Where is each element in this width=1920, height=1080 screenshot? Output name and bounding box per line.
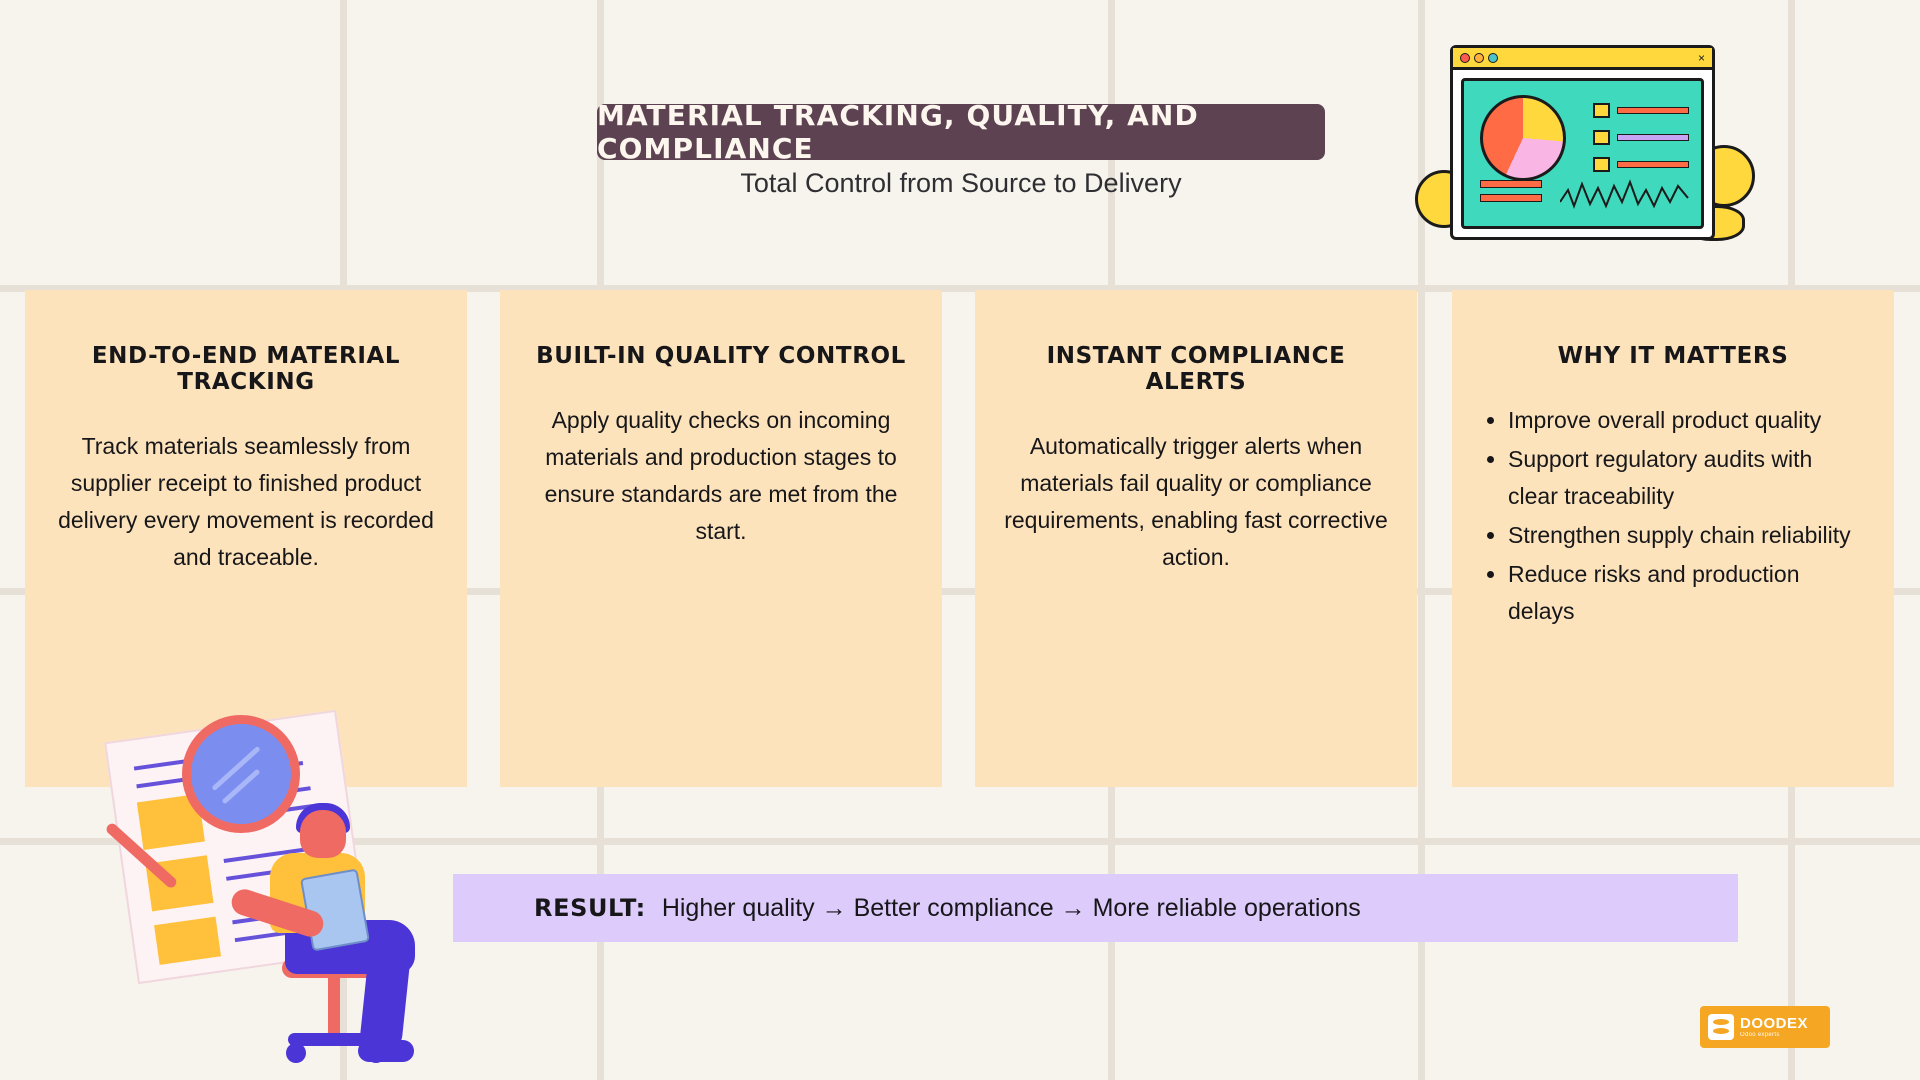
hero-illustration — [1415, 40, 1755, 250]
card-body: Apply quality checks on incoming materials and production stages to ensure standards are met from the start. — [544, 407, 898, 544]
card-built-in-quality-control — [500, 290, 942, 787]
page-title: MATERIAL TRACKING, QUALITY, AND COMPLIANCE — [597, 99, 1199, 165]
sparkline-icon — [1560, 176, 1690, 212]
card-title: WHY IT MATTERS — [1557, 343, 1789, 369]
window-close-dot — [1460, 53, 1470, 63]
result-label: RESULT: — [534, 894, 646, 922]
chair-wheel — [286, 1043, 306, 1063]
page-subtitle: Total Control from Source to Delivery — [740, 168, 1182, 198]
magnifier-icon — [182, 715, 300, 833]
window-screen — [1461, 78, 1704, 229]
brand-logo — [1700, 1006, 1830, 1048]
window-titlebar — [1453, 48, 1712, 70]
person-head — [300, 810, 346, 858]
page-title-banner — [597, 99, 1325, 165]
list-item: • Strengthen supply chain reliability — [1508, 517, 1868, 554]
card-title: INSTANT COMPLIANCE ALERTS — [1046, 343, 1346, 395]
legend-list-icon — [1593, 103, 1689, 184]
card-end-to-end-material-tracking — [25, 290, 467, 787]
close-icon: × — [1697, 50, 1705, 65]
list-item: • Support regulatory audits with clear traceability — [1508, 441, 1868, 515]
chair-post — [328, 970, 340, 1040]
card-instant-compliance-alerts — [975, 290, 1417, 787]
window-minimize-dot — [1474, 53, 1484, 63]
card-body: Automatically trigger alerts when materials fail quality or compliance requirements, enabling fast corrective action. — [1004, 433, 1388, 570]
window-maximize-dot — [1488, 53, 1498, 63]
list-item: • Reduce risks and production delays — [1508, 556, 1868, 630]
card-title: BUILT-IN QUALITY CONTROL — [536, 343, 906, 369]
mini-bars-icon — [1480, 180, 1542, 208]
logo-tagline: Odoo experts — [1740, 1031, 1780, 1038]
result-banner — [453, 874, 1738, 942]
pie-chart-icon — [1480, 95, 1566, 181]
list-item: • Improve overall product quality — [1508, 402, 1868, 439]
inspection-illustration — [110, 715, 470, 1080]
result-text: Higher quality → Better compliance → More reliable operations — [661, 893, 1361, 922]
database-icon — [1708, 1014, 1734, 1040]
card-title: END-TO-END MATERIAL TRACKING — [91, 343, 401, 395]
card-why-it-matters — [1452, 290, 1894, 787]
person-shoe — [358, 1040, 414, 1062]
card-body: Track materials seamlessly from supplier receipt to finished product delivery every movement is recorded and traceable. — [58, 433, 434, 570]
benefits-list — [1478, 402, 1868, 630]
logo-name: DOODEX — [1740, 1014, 1809, 1032]
dashboard-window-illustration — [1450, 45, 1715, 240]
